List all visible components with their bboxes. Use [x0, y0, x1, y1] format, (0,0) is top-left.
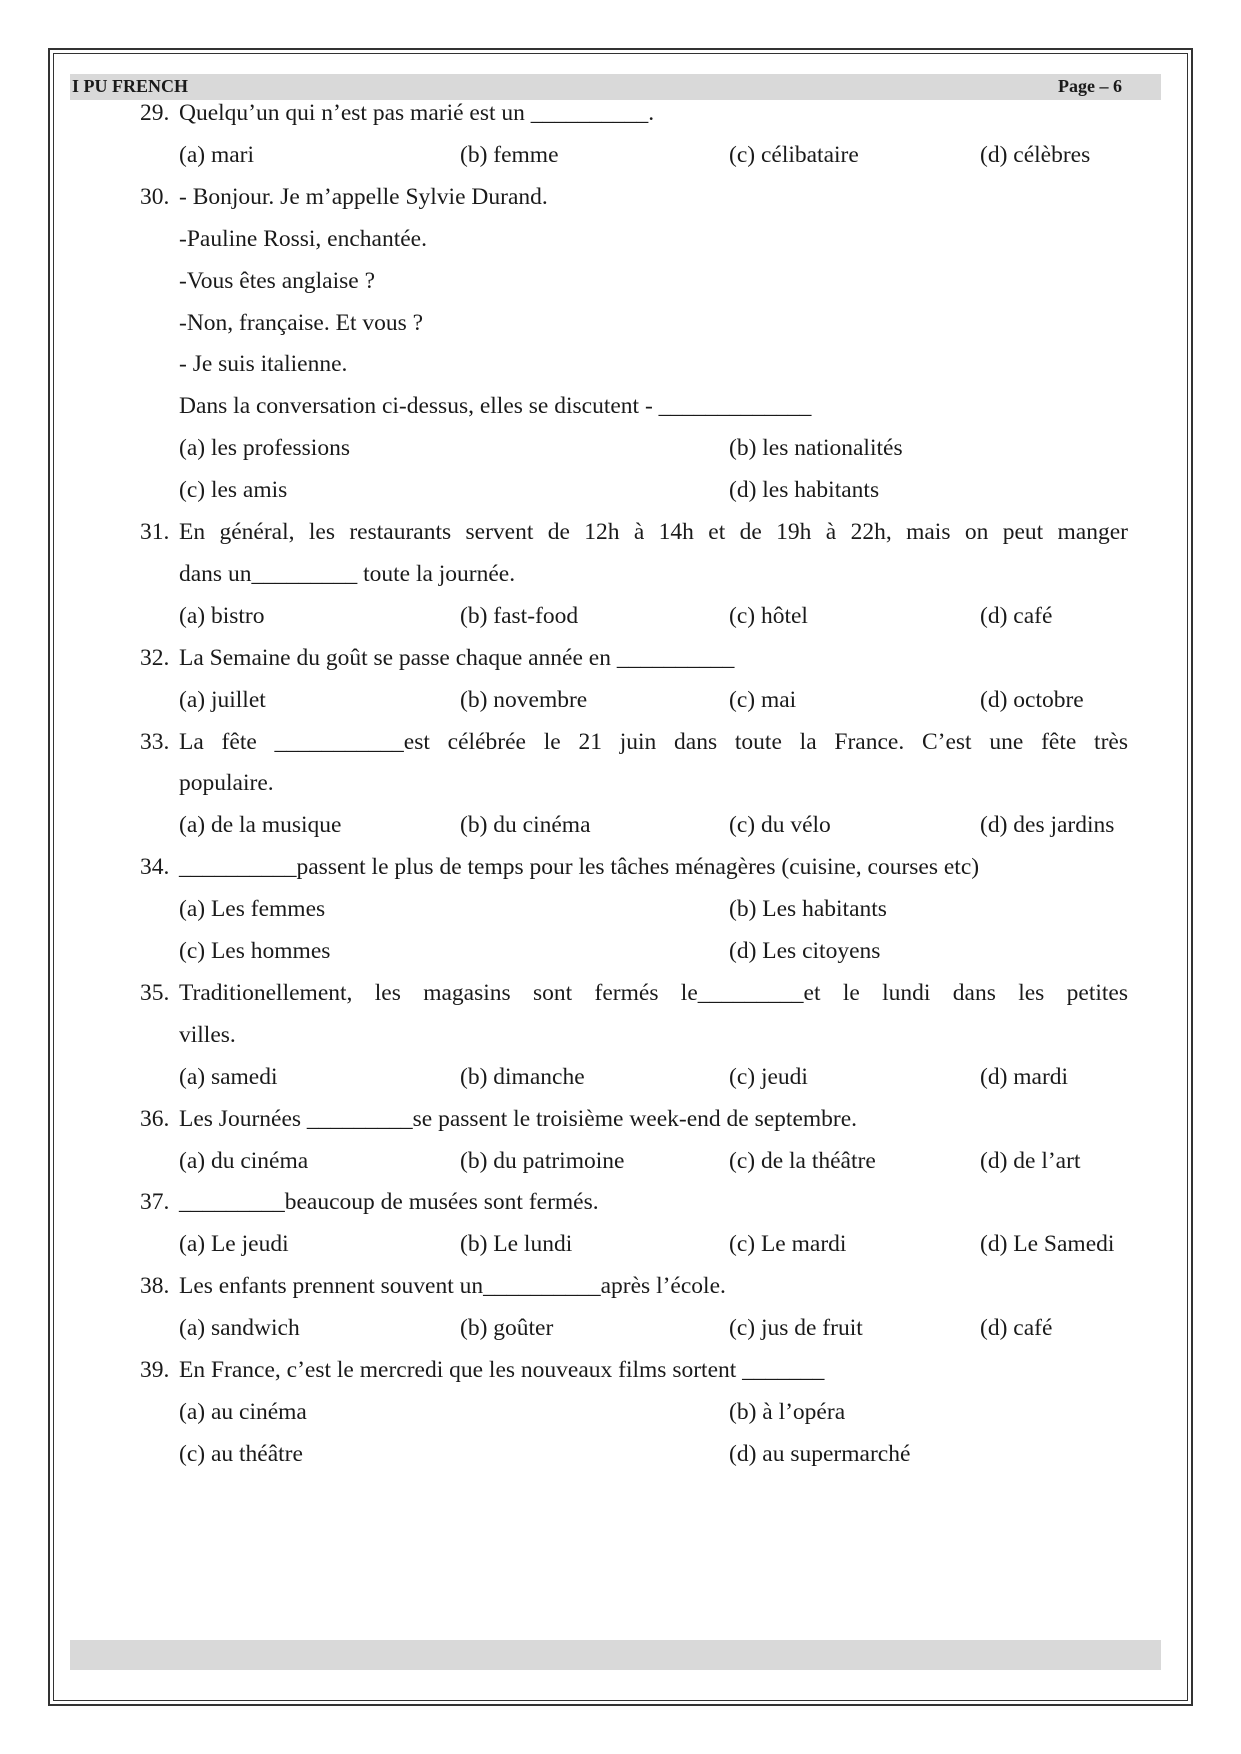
answer-option: (a) de la musique [179, 812, 342, 839]
question-text: - Je suis italienne. [179, 351, 348, 378]
answer-option: (c) célibataire [729, 141, 859, 168]
answer-option: (d) les habitants [729, 477, 880, 504]
question-number: 32. [140, 644, 170, 671]
question-text: populaire. [179, 770, 274, 797]
answer-option: (c) les amis [179, 477, 288, 504]
answer-option: (d) Le Samedi [980, 1231, 1115, 1258]
answer-option: (b) novembre [460, 686, 588, 713]
answer-option: (d) café [980, 602, 1053, 629]
question-text: dans un_________ toute la journée. [179, 560, 516, 587]
answer-option: (d) au supermarché [729, 1440, 911, 1467]
question-number: 39. [140, 1357, 170, 1383]
question-text: villes. [179, 1021, 236, 1048]
answer-option: (c) Le mardi [729, 1231, 847, 1258]
question-text: La Semaine du goût se passe chaque année en __________ [179, 644, 735, 671]
answer-option: (c) Les hommes [179, 938, 331, 964]
answer-option: (b) Les habitants [729, 896, 887, 923]
question-number: 31. [140, 519, 170, 545]
question-text: Les Journées _________se passent le troisième week-end de septembre. [179, 1105, 858, 1132]
question-number: 38. [140, 1273, 170, 1300]
question-number: 29. [140, 100, 170, 126]
question-text: Les enfants prennent souvent un__________après l’école. [179, 1273, 726, 1300]
question-text: La fête ___________est célébrée le 21 juin dans toute la France. C’est une fête très [179, 728, 1128, 755]
answer-option: (a) Les femmes [179, 896, 326, 923]
answer-option: (d) de l’art [980, 1147, 1081, 1174]
question-text: Traditionellement, les magasins sont fermés le_________et le lundi dans les petites [179, 979, 1128, 1006]
answer-option: (b) du patrimoine [460, 1147, 625, 1174]
answer-option: (d) Les citoyens [729, 938, 881, 964]
answer-option: (b) fast-food [460, 602, 579, 629]
answer-option: (b) Le lundi [460, 1231, 573, 1258]
answer-option: (a) samedi [179, 1063, 278, 1090]
answer-option: (c) jus de fruit [729, 1315, 863, 1342]
answer-option: (a) mari [179, 141, 255, 168]
answer-option: (a) au cinéma [179, 1398, 307, 1425]
answer-option: (b) du cinéma [460, 812, 591, 839]
answer-option: (b) femme [460, 141, 559, 168]
answer-option: (c) du vélo [729, 812, 831, 839]
answer-option: (a) sandwich [179, 1315, 300, 1342]
answer-option: (c) mai [729, 686, 797, 713]
question-text: -Non, française. Et vous ? [179, 309, 424, 336]
answer-option: (b) les nationalités [729, 435, 903, 462]
answer-option: (a) bistro [179, 602, 265, 629]
answer-option: (d) des jardins [980, 812, 1115, 839]
question-text: Quelqu’un qui n’est pas marié est un __________. [179, 100, 655, 126]
answer-option: (d) octobre [980, 686, 1084, 713]
answer-option: (a) juillet [179, 686, 266, 713]
question-number: 33. [140, 728, 170, 755]
answer-option: (c) de la théâtre [729, 1147, 876, 1174]
question-number: 30. [140, 183, 170, 210]
answer-option: (a) Le jeudi [179, 1231, 289, 1258]
question-text: __________passent le plus de temps pour les tâches ménagères (cuisine, courses etc) [179, 854, 980, 881]
answer-option: (c) au théâtre [179, 1440, 303, 1467]
answer-option: (b) dimanche [460, 1063, 585, 1090]
question-text: _________beaucoup de musées sont fermés. [179, 1189, 599, 1216]
answer-option: (a) les professions [179, 435, 350, 462]
answer-option: (d) célèbres [980, 141, 1091, 168]
page-number: Page – 6 [1058, 76, 1122, 96]
answer-option: (b) à l’opéra [729, 1398, 846, 1425]
question-number: 37. [140, 1189, 170, 1216]
answer-option: (c) hôtel [729, 602, 808, 629]
question-text: -Vous êtes anglaise ? [179, 267, 375, 294]
answer-option: (d) café [980, 1315, 1053, 1342]
question-text: En général, les restaurants servent de 12h à 14h et de 19h à 22h, mais on peut manger [179, 519, 1128, 545]
question-text: Dans la conversation ci-dessus, elles se discutent - _____________ [179, 393, 812, 420]
answer-option: (a) du cinéma [179, 1147, 309, 1174]
footer-bar [70, 1640, 1161, 1670]
question-text: -Pauline Rossi, enchantée. [179, 225, 427, 252]
question-text: En France, c’est le mercredi que les nouveaux films sortent _______ [179, 1357, 825, 1383]
question-number: 34. [140, 854, 170, 881]
header-title: I PU FRENCH [72, 76, 188, 96]
answer-option: (c) jeudi [729, 1063, 808, 1090]
question-number: 35. [140, 979, 170, 1006]
header-bar [70, 74, 1161, 100]
answer-option: (d) mardi [980, 1063, 1069, 1090]
question-number: 36. [140, 1105, 170, 1132]
question-text: - Bonjour. Je m’appelle Sylvie Durand. [179, 183, 548, 210]
answer-option: (b) goûter [460, 1315, 554, 1342]
